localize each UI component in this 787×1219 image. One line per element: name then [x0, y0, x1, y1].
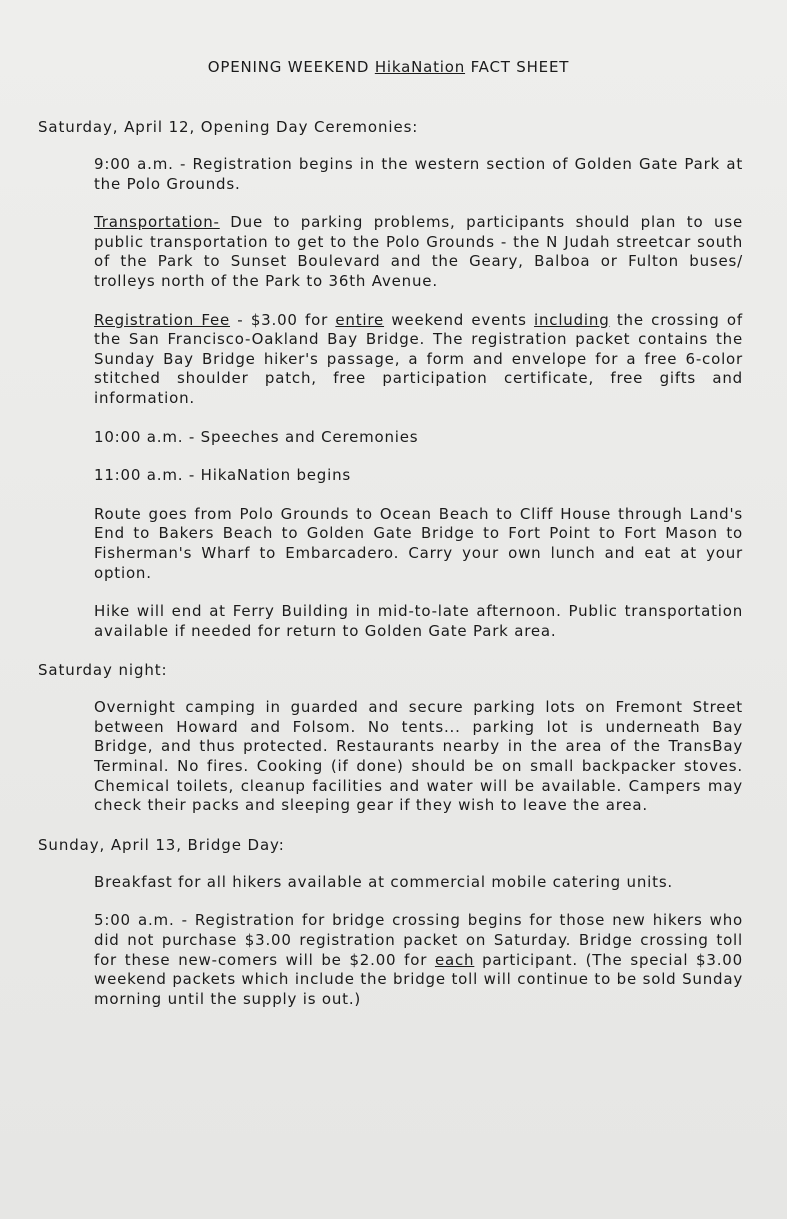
- paragraph-bridge-registration: [94, 911, 743, 1009]
- bridge-text-2: participant. (The special $3.00 weekend packets which include the bridge toll will continue to be sold Sunday morning until the supply is out.): [94, 950, 743, 1008]
- transportation-text: Due to parking problems, participants should plan to use public transportation to get to the Polo Grounds - the N Judah streetcar south of the Park to Sunset Boulevard and the Geary, Balboa or Fulton buses/ trolleys north of the Park to 36th Avenue.: [94, 213, 743, 290]
- transportation-lead: Transportation-: [94, 213, 220, 232]
- title-prefix: OPENING WEEKEND: [207, 58, 370, 76]
- paragraph-hike-begins: 11:00 a.m. - HikaNation begins: [94, 466, 352, 485]
- section-heading-saturday: Saturday, April 12, Opening Day Ceremonies:: [38, 118, 419, 136]
- section-heading-sunday: Sunday, April 13, Bridge Day:: [38, 835, 285, 854]
- title-suffix: FACT SHEET: [470, 58, 570, 76]
- title-name: HikaNation: [374, 58, 466, 76]
- fee-text-1: - $3.00 for: [230, 310, 336, 329]
- paragraph-speeches: 10:00 a.m. - Speeches and Ceremonies: [94, 427, 419, 446]
- paragraph-registration-fee: [94, 311, 743, 409]
- bridge-underline-each: each: [434, 950, 475, 969]
- bridge-text-1: 5:00 a.m. - Registration for bridge crossing begins for those new hikers who did not purchase $3.00 registration packet on Saturday. Bridge crossing toll for these new-comers will be $2.00 for: [94, 911, 743, 969]
- paragraph-transportation: [94, 213, 743, 291]
- fee-lead: Registration Fee: [94, 310, 231, 329]
- paragraph-camping: Overnight camping in guarded and secure parking lots on Fremont Street between Howard and Folsom. No tents... parking lot is underneath Bay Bridge, and thus protected. Restaurants nearby in the area of the TransBay Terminal. No fires. Cooking (if done) should be on small backpacker stoves. Chemical toilets, cleanup facilities and water will be available. Campers may check their packs and sleeping gear if they wish to leave the area.: [94, 698, 743, 815]
- fee-underline-including: including: [534, 310, 610, 329]
- paragraph-route: Route goes from Polo Grounds to Ocean Beach to Cliff House through Land's End to Bakers Beach to Golden Gate Bridge to Fort Point to Fort Mason to Fisherman's Wharf to Embarcadero. Carry your own lunch and eat at your option.: [94, 504, 743, 582]
- document-title: [34, 55, 743, 79]
- fee-underline-entire: entire: [335, 310, 385, 329]
- paragraph-breakfast: Breakfast for all hikers available at commercial mobile catering units.: [94, 872, 674, 891]
- paragraph-registration-time: 9:00 a.m. - Registration begins in the western section of Golden Gate Park at the Polo Grounds.: [94, 155, 743, 193]
- fee-text-2: weekend events: [384, 310, 535, 329]
- section-heading-saturday-night: Saturday night:: [38, 661, 168, 680]
- paragraph-hike-end: Hike will end at Ferry Building in mid-to-late afternoon. Public transportation available if needed for return to Golden Gate Park area.: [94, 602, 743, 640]
- fee-text-3: the crossing of the San Francisco-Oakland Bay Bridge. The registration packet contains the Sunday Bay Bridge hiker's passage, a form and envelope for a free 6-color stitched shoulder patch, free participation certificate, free gifts and information.: [94, 310, 743, 407]
